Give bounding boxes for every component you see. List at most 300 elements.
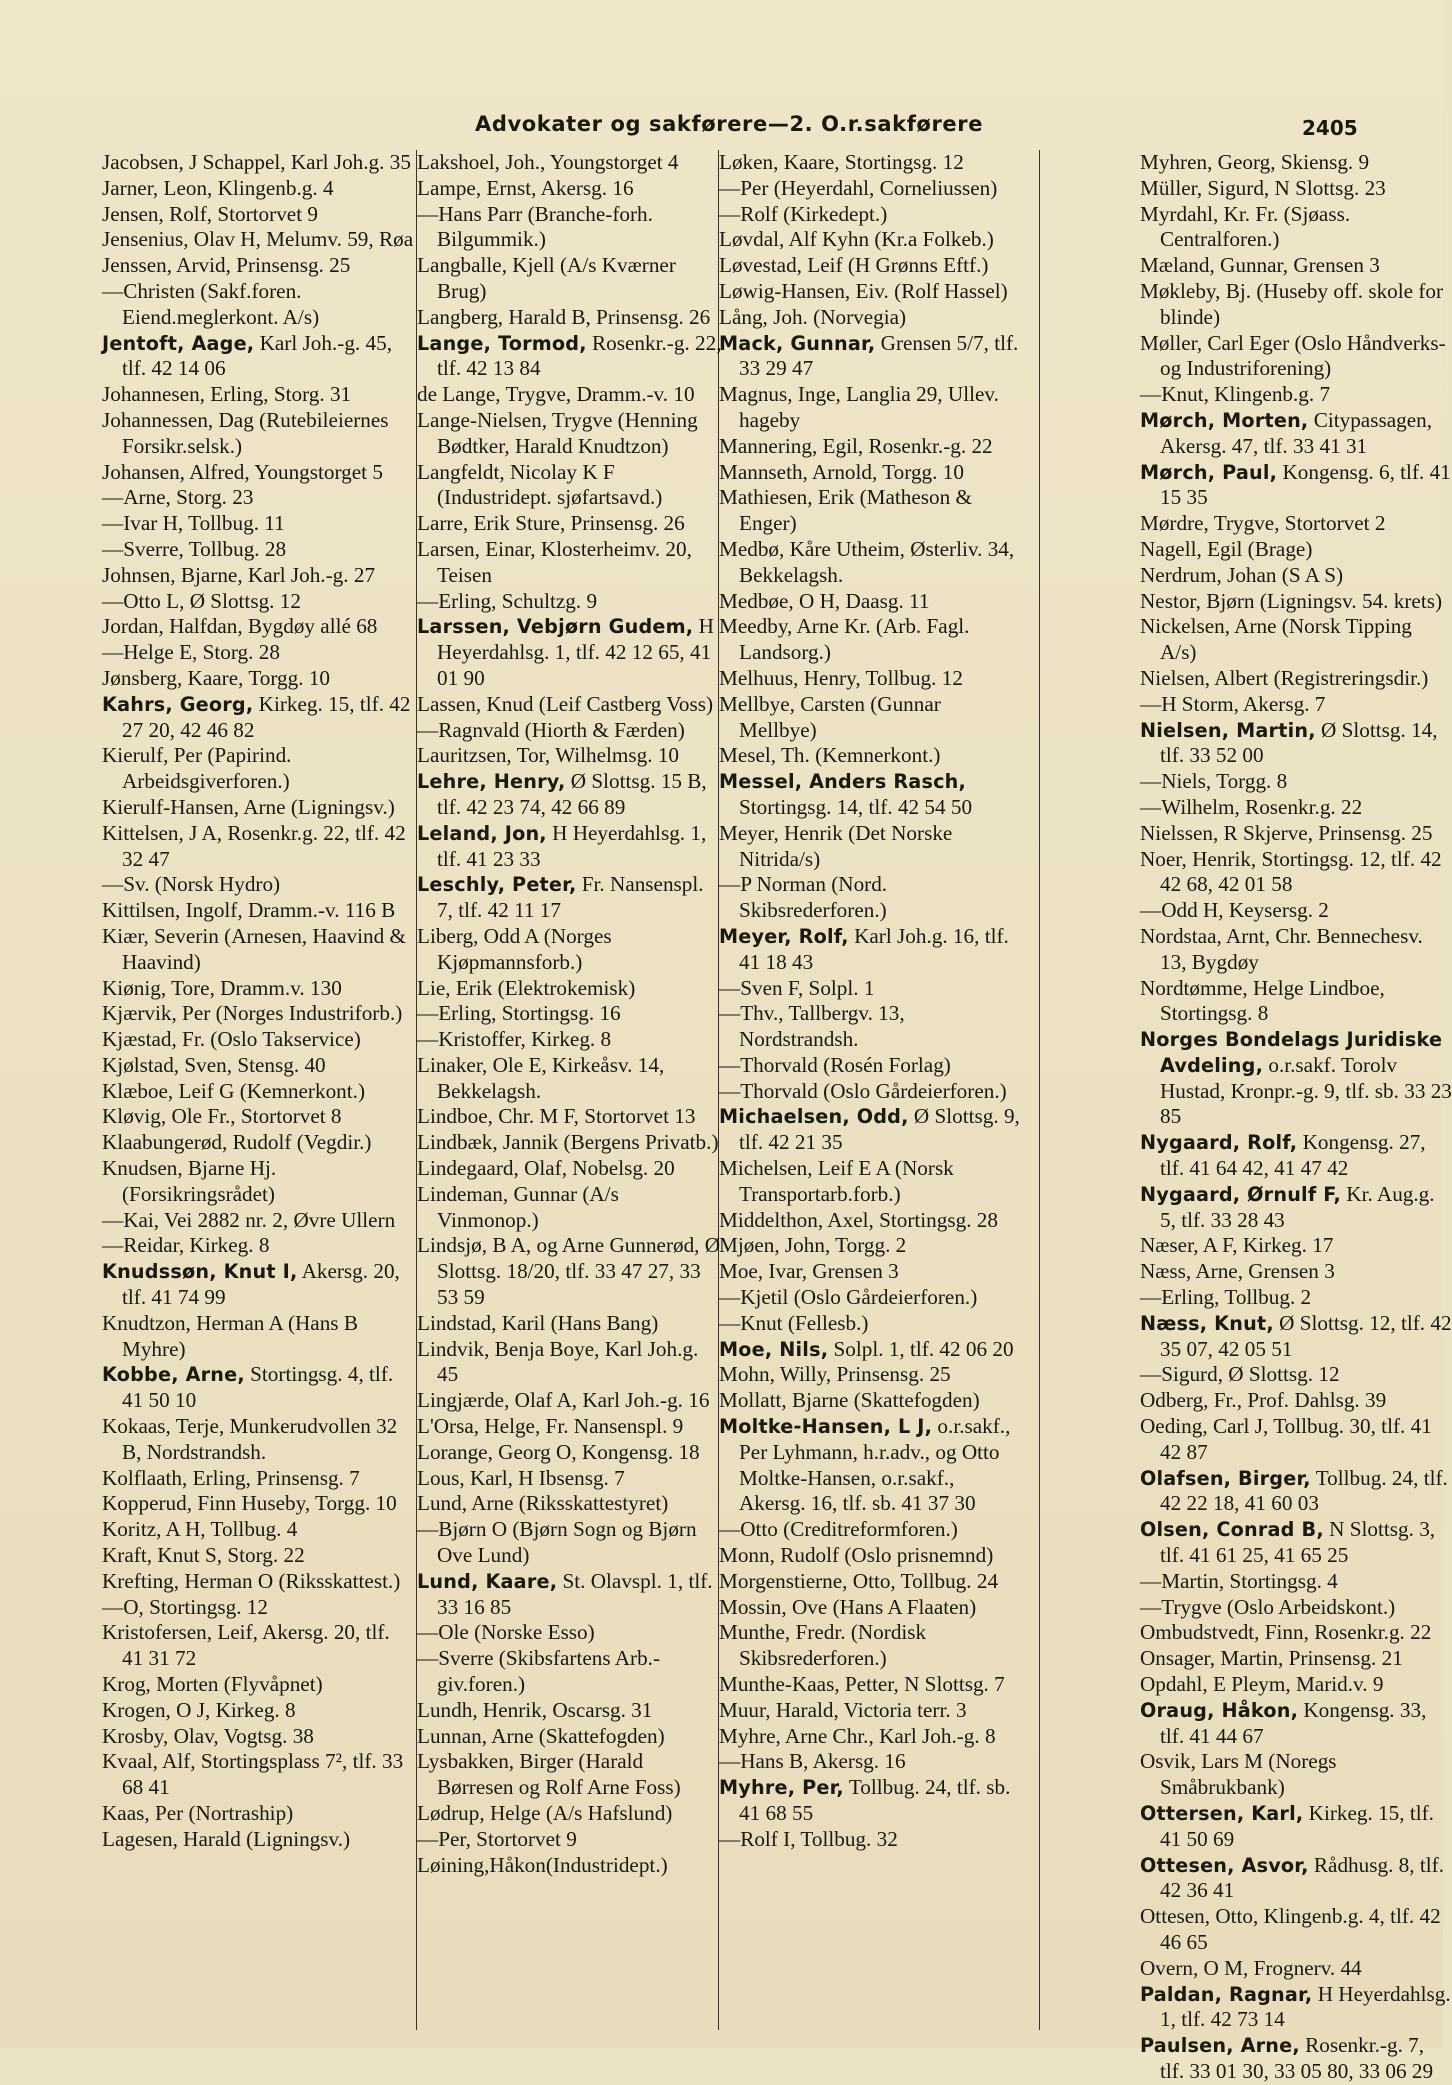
entry-bold-name: Michaelsen, Odd,	[719, 1105, 909, 1129]
directory-entry	[1140, 1259, 1452, 1285]
entry-text: Tollbug. 24, tlf. sb. 41 68 55	[739, 1775, 1011, 1825]
directory-entry	[417, 460, 723, 512]
entry-text: Morgenstierne, Otto, Tollbug. 24	[719, 1568, 999, 1593]
directory-entry	[417, 1491, 723, 1517]
directory-entry	[1140, 1904, 1452, 1956]
entry-text: H Heyerdahlsg. 1, tlf. 42 12 65, 41 01 90	[437, 614, 714, 690]
entry-text: Myhre, Arne Chr., Karl Joh.-g. 8	[719, 1723, 996, 1748]
directory-entry	[417, 1233, 723, 1310]
entry-text: Mæland, Gunnar, Grensen 3	[1140, 253, 1380, 278]
directory-entry	[102, 1749, 414, 1801]
entry-text: Johansen, Alfred, Youngstorget 5	[102, 459, 383, 484]
entry-text: —Sven F, Solpl. 1	[719, 975, 875, 1000]
entry-text: Stortingsg. 4, tlf. 41 50 10	[122, 1362, 394, 1413]
entry-text: Liberg, Odd A (Norges Kjøpmannsforb.)	[417, 923, 612, 974]
directory-entry	[719, 331, 1021, 383]
directory-entry	[1140, 1517, 1452, 1569]
directory-entry	[102, 1491, 414, 1517]
entry-text: Moe, Ivar, Grensen 3	[719, 1259, 899, 1284]
entry-text: —Kjetil (Oslo Gårdeierforen.)	[719, 1285, 978, 1310]
entry-text: Solpl. 1, tlf. 42 06 20	[828, 1336, 1014, 1361]
directory-entry	[1140, 1801, 1452, 1853]
directory-entry	[1140, 614, 1452, 666]
entry-bold-name: Meyer, Rolf,	[719, 924, 849, 948]
directory-entry	[102, 253, 414, 279]
entry-text: Noer, Henrik, Stortingsg. 12, tlf. 42 42 68, 42 01 58	[1140, 846, 1442, 897]
directory-entry	[417, 1104, 723, 1130]
entry-text: Munthe-Kaas, Petter, N Slottsg. 7	[719, 1672, 1005, 1697]
entry-bold-name: Moltke-Hansen, L J,	[719, 1415, 933, 1439]
entry-text: Langballe, Kjell (A/s Kværner Brug)	[417, 253, 676, 303]
entry-text: Mørdre, Trygve, Stortorvet 2	[1140, 511, 1386, 536]
directory-entry	[102, 382, 414, 408]
directory-entry	[1140, 408, 1452, 460]
directory-entry	[719, 1079, 1021, 1105]
entry-text: Lindvik, Benja Boye, Karl Joh.g. 45	[417, 1336, 699, 1387]
directory-entry	[1140, 2033, 1452, 2085]
entry-text: Lindstad, Karil (Hans Bang)	[417, 1310, 659, 1335]
entry-text: Løken, Kaare, Stortingsg. 12	[719, 150, 964, 174]
directory-entry	[719, 1672, 1021, 1698]
directory-entry	[1140, 1233, 1452, 1259]
directory-entry	[719, 769, 1021, 821]
entry-bold-name: Mørch, Morten,	[1140, 408, 1309, 432]
directory-entry	[102, 563, 414, 589]
entry-text: Jønsberg, Kaare, Torgg. 10	[102, 665, 331, 690]
entry-text: Lange-Nielsen, Trygve (Henning Bødtker, Harald Knudtzon)	[417, 407, 698, 458]
directory-entry	[1140, 1130, 1452, 1182]
directory-entry	[417, 924, 723, 976]
entry-text: Lunnan, Arne (Skattefogden)	[417, 1723, 665, 1748]
entry-text: —Odd H, Keysersg. 2	[1140, 898, 1329, 923]
directory-entry	[102, 1027, 414, 1053]
entry-text: Knudtzon, Herman A (Hans B Myhre)	[102, 1310, 358, 1361]
directory-entry	[719, 227, 1021, 253]
entry-bold-name: Nygaard, Ørnulf F,	[1140, 1182, 1341, 1206]
directory-entry	[719, 666, 1021, 692]
directory-entry	[719, 1388, 1021, 1414]
entry-text: Lie, Erik (Elektrokemisk)	[417, 975, 636, 1000]
directory-entry	[1140, 279, 1452, 331]
entry-text: Ottesen, Otto, Klingenb.g. 4, tlf. 42 46 65	[1140, 1904, 1441, 1954]
directory-entry	[417, 718, 723, 744]
entry-bold-name: Lund, Kaare,	[417, 1569, 558, 1593]
directory-entry	[417, 1311, 723, 1337]
directory-entry	[417, 1724, 723, 1750]
directory-entry	[1140, 898, 1452, 924]
entry-bold-name: Olafsen, Birger,	[1140, 1466, 1311, 1490]
directory-entry	[1140, 511, 1452, 537]
directory-entry	[719, 1233, 1021, 1259]
entry-text: Ø Slottsg. 12, tlf. 42 35 07, 42 05 51	[1160, 1310, 1452, 1361]
directory-entry	[102, 176, 414, 202]
entry-text: Kirkeg. 15, tlf. 42 27 20, 42 46 82	[122, 691, 411, 742]
directory-entry	[417, 976, 723, 1002]
directory-entry	[417, 692, 723, 718]
entry-text: Kolflaath, Erling, Prinsensg. 7	[102, 1465, 360, 1490]
directory-entry	[719, 1543, 1021, 1569]
entry-bold-name: Mørch, Paul,	[1140, 460, 1278, 484]
directory-entry	[1140, 692, 1452, 718]
entry-text: Lysbakken, Birger (Harald Børresen og Rolf Arne Foss)	[417, 1749, 681, 1800]
entry-text: Kongensg. 33, tlf. 41 44 67	[1160, 1697, 1427, 1748]
directory-entry	[102, 1466, 414, 1492]
entry-text: Meyer, Henrik (Det Norske Nitrida/s)	[719, 820, 953, 871]
entry-text: Lauritzsen, Tor, Wilhelmsg. 10	[417, 743, 680, 768]
entry-text: Citypassagen, Akersg. 47, tlf. 33 41 31	[1160, 407, 1432, 458]
entry-text: Løvdal, Alf Kyhn (Kr.a Folkeb.)	[719, 227, 994, 252]
entry-text: Osvik, Lars M (Noregs Småbrukbank)	[1140, 1749, 1337, 1800]
directory-entry	[417, 821, 723, 873]
listing-column-3	[719, 150, 1021, 2030]
entry-text: Ombudstvedt, Finn, Rosenkr.g. 22	[1140, 1620, 1432, 1645]
directory-entry	[719, 1259, 1021, 1285]
entry-text: Mossin, Ove (Hans A Flaaten)	[719, 1594, 977, 1619]
directory-entry	[102, 1569, 414, 1595]
directory-entry	[417, 150, 723, 176]
directory-entry	[719, 692, 1021, 744]
entry-text: Langfeldt, Nicolay K F (Industridept. sjøfartsavd.)	[417, 459, 663, 510]
directory-entry	[417, 589, 723, 615]
entry-text: —Thv., Tallbergv. 13, Nordstrandsh.	[719, 1001, 905, 1052]
entry-text: Lassen, Knud (Leif Castberg Voss)	[417, 691, 714, 716]
directory-entry	[719, 305, 1021, 331]
entry-text: Lous, Karl, H Ibsensg. 7	[417, 1465, 625, 1490]
directory-entry	[719, 821, 1021, 873]
entry-text: Jacobsen, J Schappel, Karl Joh.g. 35	[102, 150, 411, 174]
entry-text: Nerdrum, Johan (S A S)	[1140, 562, 1344, 587]
listing-columns	[102, 150, 1452, 2083]
entry-text: Grensen 5/7, tlf. 33 29 47	[739, 330, 1019, 381]
entry-text: Larre, Erik Sture, Prinsensg. 26	[417, 511, 685, 536]
directory-entry	[417, 1182, 723, 1234]
directory-entry	[102, 1801, 414, 1827]
entry-text: Fr. Nansenspl. 7, tlf. 42 11 17	[437, 872, 704, 923]
entry-text: Jensenius, Olav H, Melumv. 59, Røa	[102, 227, 414, 252]
directory-entry	[102, 1001, 414, 1027]
directory-entry	[417, 408, 723, 460]
entry-text: Nordtømme, Helge Lindboe, Stortingsg. 8	[1140, 975, 1385, 1026]
directory-entry	[417, 614, 723, 691]
directory-entry	[102, 1595, 414, 1621]
entry-text: Ø Slottsg. 9, tlf. 42 21 35	[739, 1104, 1020, 1155]
directory-entry	[102, 1362, 414, 1414]
entry-text: Karl Joh.-g. 45, tlf. 42 14 06	[122, 330, 392, 381]
directory-entry	[719, 743, 1021, 769]
directory-entry	[102, 821, 414, 873]
entry-text: Klæboe, Leif G (Kemnerkont.)	[102, 1078, 366, 1103]
directory-entry	[417, 743, 723, 769]
entry-text: Kokaas, Terje, Munkerudvollen 32 B, Nordstrandsh.	[102, 1414, 398, 1464]
entry-text: Møkleby, Bj. (Huseby off. skole for blinde)	[1140, 278, 1444, 329]
entry-bold-name: Lehre, Henry,	[417, 770, 566, 794]
directory-entry	[1140, 460, 1452, 512]
directory-entry	[1140, 1414, 1452, 1466]
directory-entry	[417, 1414, 723, 1440]
directory-entry	[102, 692, 414, 744]
entry-text: Krosby, Olav, Vogtsg. 38	[102, 1723, 314, 1748]
entry-text: Oeding, Carl J, Tollbug. 30, tlf. 41 42 87	[1140, 1414, 1432, 1464]
listing-column-1	[102, 150, 414, 2030]
directory-entry	[719, 1285, 1021, 1311]
directory-entry	[102, 1104, 414, 1130]
directory-entry	[719, 537, 1021, 589]
entry-text: Lampe, Ernst, Akersg. 16	[417, 175, 634, 200]
directory-entry	[102, 1233, 414, 1259]
entry-text: Løining,Håkon(Industridept.)	[417, 1852, 668, 1877]
entry-text: Krogen, O J, Kirkeg. 8	[102, 1697, 296, 1722]
entry-bold-name: Ottersen, Karl,	[1140, 1802, 1304, 1825]
entry-bold-name: Myhre, Per,	[719, 1776, 844, 1800]
directory-entry	[1140, 769, 1452, 795]
entry-text: Nordstaa, Arnt, Chr. Bennechesv. 13, Bygdøy	[1140, 923, 1423, 974]
directory-entry	[417, 1620, 723, 1646]
entry-text: Klaabungerød, Rudolf (Vegdir.)	[102, 1130, 372, 1155]
entry-text: —O, Stortingsg. 12	[102, 1594, 268, 1619]
entry-text: Ø Slottsg. 15 B, tlf. 42 23 74, 42 66 89	[437, 769, 707, 819]
directory-entry	[102, 1208, 414, 1234]
entry-text: Kongensg. 6, tlf. 41 15 35	[1160, 459, 1451, 510]
entry-text: Kirkeg. 15, tlf. 41 50 69	[1160, 1801, 1434, 1851]
directory-entry	[1140, 589, 1452, 615]
entry-text: —Erling, Schultzg. 9	[417, 588, 598, 613]
entry-text: Munthe, Fredr. (Nordisk Skibsrederforen.)	[719, 1620, 927, 1671]
entry-text: Michelsen, Leif E A (Norsk Transportarb.forb.)	[719, 1156, 954, 1206]
entry-text: Overn, O M, Frognerv. 44	[1140, 1955, 1362, 1980]
directory-entry	[1140, 331, 1452, 383]
directory-entry	[719, 1001, 1021, 1053]
directory-entry	[417, 511, 723, 537]
directory-entry	[417, 331, 723, 383]
entry-text: Krog, Morten (Flyvåpnet)	[102, 1672, 323, 1697]
entry-text: Lødrup, Helge (A/s Hafslund)	[417, 1801, 673, 1825]
directory-entry	[719, 1698, 1021, 1724]
entry-text: Mjøen, John, Torgg. 2	[719, 1233, 907, 1258]
directory-entry	[102, 408, 414, 460]
directory-entry	[1140, 924, 1452, 976]
entry-text: Rosenkr.-g. 22, tlf. 42 13 84	[437, 330, 722, 381]
entry-text: o.r.sakf. Torolv Hustad, Kronpr.-g. 9, tlf. sb. 33 23 85	[1160, 1052, 1452, 1129]
entry-text: Linaker, Ole E, Kirkeåsv. 14, Bekkelagsh.	[417, 1052, 665, 1103]
entry-text: Lorange, Georg O, Kongensg. 18	[417, 1439, 700, 1464]
directory-entry	[102, 1130, 414, 1156]
directory-entry	[102, 666, 414, 692]
entry-text: Akersg. 20, tlf. 41 74 99	[122, 1259, 400, 1310]
directory-entry	[102, 485, 414, 511]
entry-text: Lindegaard, Olaf, Nobelsg. 20	[417, 1156, 675, 1181]
entry-bold-name: Jentoft, Aage,	[102, 331, 255, 355]
directory-entry	[719, 1104, 1021, 1156]
directory-entry	[417, 769, 723, 821]
entry-text: —Kristoffer, Kirkeg. 8	[417, 1027, 612, 1052]
directory-entry	[719, 1311, 1021, 1337]
entry-text: Johannesen, Erling, Storg. 31	[102, 382, 352, 407]
directory-entry	[719, 1208, 1021, 1234]
entry-text: —Sigurd, Ø Slottsg. 12	[1140, 1362, 1340, 1387]
directory-entry	[719, 1156, 1021, 1208]
entry-text: —Thorvald (Oslo Gårdeierforen.)	[719, 1078, 1007, 1103]
entry-text: Tollbug. 24, tlf. 42 22 18, 41 60 03	[1160, 1465, 1448, 1516]
entry-text: Stortingsg. 14, tlf. 42 54 50	[739, 794, 973, 819]
directory-entry	[1140, 1749, 1452, 1801]
directory-entry	[417, 537, 723, 589]
entry-text: Meedby, Arne Kr. (Arb. Fagl. Landsorg.)	[719, 614, 970, 665]
directory-entry	[719, 1362, 1021, 1388]
directory-entry	[417, 1801, 723, 1827]
entry-text: Lindeman, Gunnar (A/s Vinmonop.)	[417, 1181, 619, 1232]
directory-entry	[1140, 1388, 1452, 1414]
directory-entry	[417, 1698, 723, 1724]
entry-text: Medbøe, O H, Daasg. 11	[719, 588, 930, 613]
entry-text: —H Storm, Akersg. 7	[1140, 691, 1326, 716]
listing-column-2	[417, 150, 723, 2030]
entry-text: —Erling, Stortingsg. 16	[417, 1001, 621, 1026]
entry-text: —Rolf I, Tollbug. 32	[719, 1826, 898, 1851]
directory-entry	[719, 1337, 1021, 1363]
entry-bold-name: Leschly, Peter,	[417, 873, 577, 897]
entry-text: Larsen, Einar, Klosterheimv. 20, Teisen	[417, 536, 692, 587]
directory-entry	[102, 1053, 414, 1079]
entry-text: —Knut, Klingenb.g. 7	[1140, 382, 1331, 407]
entry-text: —Arne, Storg. 23	[102, 485, 254, 510]
directory-entry	[417, 176, 723, 202]
directory-entry	[102, 589, 414, 615]
entry-text: Opdahl, E Pleym, Marid.v. 9	[1140, 1672, 1384, 1697]
directory-entry	[1140, 847, 1452, 899]
directory-entry	[417, 872, 723, 924]
entry-text: Langberg, Harald B, Prinsensg. 26	[417, 304, 711, 329]
entry-text: Nestor, Bjørn (Ligningsv. 54. krets)	[1140, 588, 1443, 613]
entry-bold-name: Nielsen, Martin,	[1140, 718, 1316, 742]
directory-entry	[1140, 795, 1452, 821]
directory-entry	[719, 589, 1021, 615]
directory-entry	[719, 1595, 1021, 1621]
entry-text: Medbø, Kåre Utheim, Østerliv. 34, Bekkelagsh.	[719, 536, 1015, 587]
entry-bold-name: Nygaard, Rolf,	[1140, 1131, 1298, 1155]
entry-text: Kierulf, Per (Papirind. Arbeidsgiverforen.)	[102, 743, 292, 794]
entry-text: —Kai, Vei 2882 nr. 2, Øvre Ullern	[102, 1207, 396, 1232]
entry-text: Lagesen, Harald (Ligningsv.)	[102, 1826, 351, 1851]
directory-entry	[1140, 1466, 1452, 1518]
directory-entry	[417, 1337, 723, 1389]
entry-text: —Rolf (Kirkedept.)	[719, 201, 888, 226]
directory-entry	[102, 511, 414, 537]
entry-bold-name: Olsen, Conrad B,	[1140, 1518, 1324, 1542]
entry-text: Mesel, Th. (Kemnerkont.)	[719, 743, 941, 768]
directory-entry	[1140, 1182, 1452, 1234]
directory-entry	[1140, 176, 1452, 202]
entry-text: —Per, Stortorvet 9	[417, 1826, 577, 1851]
entry-text: —Sverre, Tollbug. 28	[102, 536, 287, 561]
entry-bold-name: Kobbe, Arne,	[102, 1363, 245, 1387]
entry-text: —Ivar H, Tollbug. 11	[102, 511, 285, 536]
entry-text: Nielssen, R Skjerve, Prinsensg. 25	[1140, 820, 1433, 845]
entry-text: —Helge E, Storg. 28	[102, 640, 280, 665]
directory-entry	[1140, 821, 1452, 847]
directory-entry	[102, 1724, 414, 1750]
directory-entry	[719, 1827, 1021, 1853]
directory-entry	[102, 640, 414, 666]
directory-entry	[417, 1027, 723, 1053]
entry-bold-name: Lange, Tormod,	[417, 331, 587, 355]
entry-text: Koritz, A H, Tollbug. 4	[102, 1517, 298, 1542]
directory-entry	[1140, 150, 1452, 176]
directory-entry	[417, 1130, 723, 1156]
listing-column-4	[1140, 150, 1452, 2083]
entry-text: Nagell, Egil (Brage)	[1140, 536, 1313, 561]
entry-text: Lund, Arne (Riksskattestyret)	[417, 1491, 669, 1516]
entry-text: —Thorvald (Rosén Forlag)	[719, 1052, 951, 1077]
entry-text: Jarner, Leon, Klingenb.g. 4	[102, 175, 334, 200]
directory-entry	[1140, 1285, 1452, 1311]
directory-entry	[102, 1827, 414, 1853]
entry-text: Kaas, Per (Nortraship)	[102, 1801, 294, 1825]
directory-entry	[1140, 1672, 1452, 1698]
entry-text: Mohn, Willy, Prinsensg. 25	[719, 1362, 951, 1387]
directory-entry	[417, 305, 723, 331]
page-number: 2405	[1302, 116, 1358, 140]
directory-entry	[102, 1311, 414, 1363]
entry-bold-name: Leland, Jon,	[417, 821, 547, 845]
entry-text: Odberg, Fr., Prof. Dahlsg. 39	[1140, 1388, 1387, 1413]
directory-entry	[102, 1620, 414, 1672]
directory-entry	[102, 795, 414, 821]
entry-text: Kraft, Knut S, Storg. 22	[102, 1543, 305, 1568]
directory-entry	[719, 460, 1021, 486]
directory-entry	[102, 924, 414, 976]
entry-text: —Ole (Norske Esso)	[417, 1620, 595, 1645]
entry-text: Jordan, Halfdan, Bygdøy allé 68	[102, 614, 378, 639]
entry-text: —Knut (Fellesb.)	[719, 1310, 869, 1335]
entry-text: Kittilsen, Ingolf, Dramm.-v. 116 B	[102, 898, 396, 923]
directory-entry	[719, 382, 1021, 434]
entry-text: —Trygve (Oslo Arbeidskont.)	[1140, 1594, 1396, 1619]
directory-entry	[417, 1827, 723, 1853]
entry-bold-name: Messel, Anders Rasch,	[719, 770, 966, 794]
entry-text: Kopperud, Finn Huseby, Torgg. 10	[102, 1491, 397, 1516]
directory-entry	[417, 1569, 723, 1621]
entry-text: H Heyerdahlsg. 1, tlf. 42 73 14	[1160, 1981, 1451, 2032]
entry-text: Lindboe, Chr. M F, Stortorvet 13	[417, 1104, 696, 1129]
directory-entry	[417, 1388, 723, 1414]
directory-entry	[102, 1698, 414, 1724]
directory-entry	[1140, 1853, 1452, 1905]
directory-entry	[719, 434, 1021, 460]
entry-text: Lakshoel, Joh., Youngstorget 4	[417, 150, 679, 174]
entry-text: —Christen (Sakf.foren. Eiend.meglerkont. A/s)	[102, 278, 320, 329]
entry-text: Melhuus, Henry, Tollbug. 12	[719, 665, 963, 690]
directory-entry	[719, 1775, 1021, 1827]
entry-text: Løwig-Hansen, Eiv. (Rolf Hassel)	[719, 278, 1008, 303]
directory-entry	[1140, 382, 1452, 408]
directory-entry	[719, 202, 1021, 228]
directory-entry	[719, 1569, 1021, 1595]
directory-entry	[719, 1414, 1021, 1517]
entry-text: Kjæstad, Fr. (Oslo Takservice)	[102, 1027, 361, 1052]
directory-entry	[102, 202, 414, 228]
entry-text: —Niels, Torgg. 8	[1140, 769, 1288, 794]
entry-bold-name: Norges Bondelags Juridiske Avdeling,	[1140, 1028, 1443, 1077]
directory-entry	[102, 872, 414, 898]
entry-text: L'Orsa, Helge, Fr. Nansenspl. 9	[417, 1414, 684, 1439]
directory-entry	[1140, 1595, 1452, 1621]
entry-text: Johannessen, Dag (Rutebileiernes Forsikr.selsk.)	[102, 407, 389, 458]
directory-entry	[1140, 1646, 1452, 1672]
entry-text: Myrdahl, Kr. Fr. (Sjøass. Centralforen.)	[1140, 201, 1351, 252]
entry-text: Kjølstad, Sven, Stensg. 40	[102, 1052, 326, 1077]
directory-entry	[719, 1724, 1021, 1750]
directory-entry	[102, 614, 414, 640]
